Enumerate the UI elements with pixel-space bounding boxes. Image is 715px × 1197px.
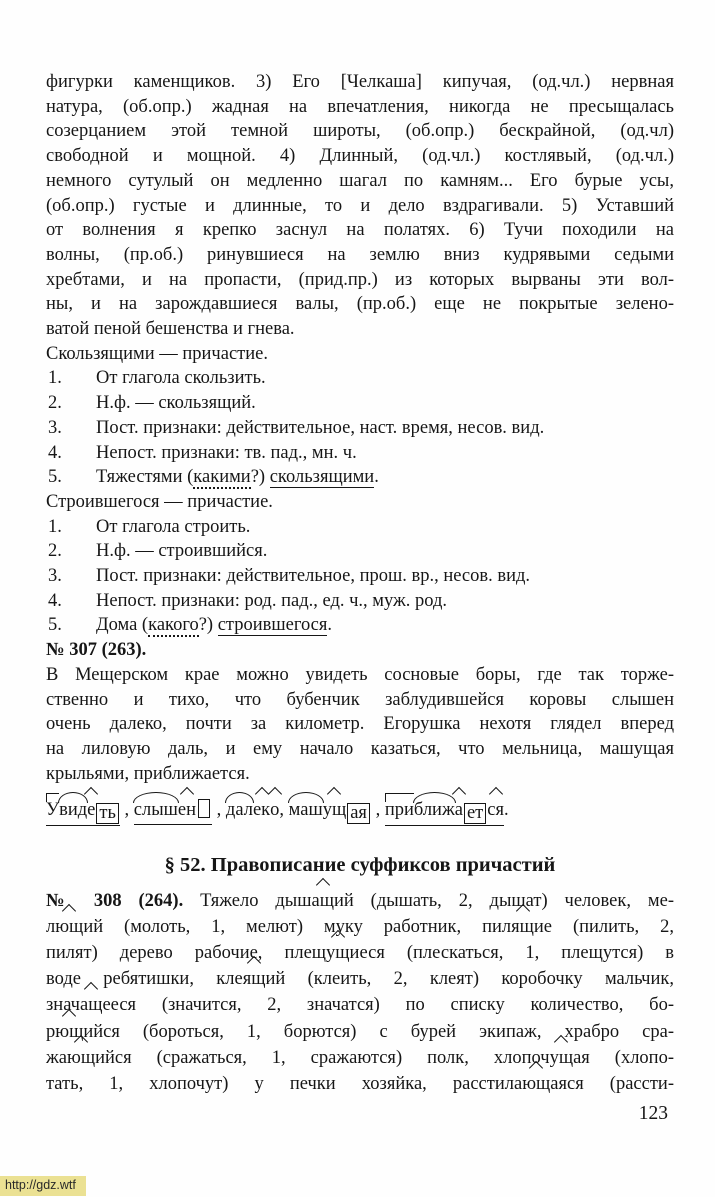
text-line: ны, и на зарождавшиеся валы, (пр.об.) еще не покрытые зелено- xyxy=(46,294,674,315)
text-line: волны, (пр.об.) ринувшиеся на землю вниз кудрявыми седыми xyxy=(46,244,674,265)
suffix-caret-mark: ен xyxy=(178,798,196,823)
prefix-mark: У xyxy=(46,798,59,823)
text-line: на лиловую даль, и ему начало казаться, что мельница, машущая xyxy=(46,738,674,759)
list-item xyxy=(46,589,674,614)
text-block xyxy=(46,70,674,1127)
page-number: 123 xyxy=(638,1102,668,1124)
text-line: свободной и мощной. 4) Длинный, (од.чл.) костлявый, (од.чл.) xyxy=(46,146,674,167)
exercise-308-text xyxy=(46,888,674,1097)
list-item-text: Тяжестями (какими?) скользящими. xyxy=(96,467,379,488)
text-line: фигурки каменщиков. 3) Его [Челкаша] кипучая, (од.чл.) нервная xyxy=(46,72,674,92)
list-item-text: От глагола скользить. xyxy=(96,368,266,389)
list-item-number: 2. xyxy=(48,541,62,562)
list-item-number: 3. xyxy=(48,566,62,587)
list-item xyxy=(46,465,674,490)
ending-box-mark: ть xyxy=(96,803,119,824)
text-line: (об.опр.) густые и длинные, то и дело вздрагивали. 5) Уставший xyxy=(46,195,674,216)
text-line: крыльями, приближается. xyxy=(46,763,250,784)
morph-word xyxy=(289,798,371,824)
analysis-stroivshegosya xyxy=(46,490,674,638)
text-line: пилят) дерево рабочие, плещущиеся (плескаться, 1, плещутся) в xyxy=(46,940,674,966)
text-line: В Мещерском крае можно увидеть сосновые боры, где так торже- xyxy=(46,664,674,685)
list-item-number: 1. xyxy=(48,368,62,389)
analysis-heading: Строившегося — причастие. xyxy=(46,491,273,512)
exercise-text xyxy=(46,663,674,787)
morph-word xyxy=(46,798,120,826)
list-item-number: 4. xyxy=(48,442,62,463)
list-item-number: 2. xyxy=(48,393,62,414)
text-line: воде ребятишки, клеящий (клеить, 2, клеят) коробочку мальчик, xyxy=(46,966,674,992)
text-line: натура, (об.опр.) жадная на впечатления, никогда не пресыщалась xyxy=(46,96,674,117)
text-line: ватой пеной бешенства и гнева. xyxy=(46,319,295,340)
list-item xyxy=(46,613,674,638)
list-item-text: Дома (какого?) строившегося. xyxy=(96,615,333,636)
text-line: рющийся (бороться, 1, борются) с бурей экипаж, храбро сра- xyxy=(46,1019,674,1045)
suffix-caret-mark: ся xyxy=(487,798,504,823)
analysis-items xyxy=(46,366,674,490)
watermark-label: http://gdz.wtf xyxy=(0,1176,86,1196)
suffix-caret-mark: а xyxy=(455,798,463,823)
text-line: жающийся (сражаться, 1, сражаются) полк, хлопочущая (хлопо- xyxy=(46,1045,674,1071)
list-item xyxy=(46,416,674,441)
text-line: немного сутулый он медленно шагал по камням... Его бурые усы, xyxy=(46,170,674,191)
list-item-number: 3. xyxy=(48,417,62,438)
text-line: значащееся (значится, 2, значатся) по списку количество, бо- xyxy=(46,992,674,1018)
text-line: № 308 (264). Тяжело дышащий (дышать, 2, дышат) человек, ме- xyxy=(46,888,674,914)
morph-word xyxy=(385,798,504,826)
text-line: созерцанием этой темной широты, (об.опр.) бескрайной, (од.чл) xyxy=(46,121,674,142)
list-item-text: Пост. признаки: действительное, наст. время, несов. вид. xyxy=(96,417,545,438)
morphemic-analysis-line: Увиде ть , слышен , далеко, машущ ая , приближа ет ся. xyxy=(46,792,674,832)
text-line: очень далеко, почти за километр. Егорушка нехотя глядел вперед xyxy=(46,714,674,735)
root-arc-mark: маш xyxy=(289,798,323,823)
root-arc-mark: вид xyxy=(59,798,87,823)
list-item xyxy=(46,539,674,564)
suffix-caret-mark: ущ xyxy=(323,798,347,823)
analysis-items xyxy=(46,515,674,639)
text-line: лющий (молоть, 1, мелют) муку работник, пилящие (пилить, 2, xyxy=(46,914,674,940)
list-item-text: Пост. признаки: действительное, прош. вр., несов. вид. xyxy=(96,566,531,587)
paragraph-continuation xyxy=(46,70,674,342)
list-item-text: От глагола строить. xyxy=(96,516,251,537)
root-arc-mark: ближ xyxy=(414,798,455,823)
list-item xyxy=(46,515,674,540)
list-item-text: Н.ф. — скользящий. xyxy=(96,393,256,414)
list-item-number: 5. xyxy=(48,615,62,636)
root-arc-mark: слыш xyxy=(134,798,178,823)
text-line: ственно и тихо, что бубенчик заблудившейся коровы слышен xyxy=(46,689,674,710)
text-line: хребтами, и на пропасти, (прид.пр.) из которых вырваны эти вол- xyxy=(46,269,674,290)
root-arc-mark: дал xyxy=(226,798,253,823)
list-item-text: Непост. признаки: тв. пад., мн. ч. xyxy=(96,442,357,463)
morph-word xyxy=(134,798,212,825)
list-item xyxy=(46,366,674,391)
list-item-text: Н.ф. — строившийся. xyxy=(96,541,268,562)
suffix-caret-mark: о xyxy=(270,798,279,823)
morph-word xyxy=(226,798,279,823)
list-item xyxy=(46,441,674,466)
prefix-mark: при xyxy=(385,798,414,823)
list-item xyxy=(46,564,674,589)
list-item-number: 5. xyxy=(48,467,62,488)
suffix-caret-mark: ек xyxy=(253,798,270,823)
list-item-number: 4. xyxy=(48,590,62,611)
exercise-307 xyxy=(46,638,674,786)
section-header: § 52. Правописание суффиксов причастий xyxy=(164,854,556,877)
ending-box-mark xyxy=(198,799,210,818)
list-item-number: 1. xyxy=(48,516,62,537)
list-item-text: Непост. признаки: род. пад., ед. ч., муж. род. xyxy=(96,590,448,611)
suffix-caret-mark: е xyxy=(87,798,95,823)
list-item xyxy=(46,391,674,416)
analysis-heading: Скользящими — причастие. xyxy=(46,343,268,364)
ending-box-mark: ая xyxy=(347,803,370,824)
text-line: от волнения я крепко заснул на полатях. 6) Тучи походили на xyxy=(46,220,674,241)
text-line: тать, 1, хлопочут) у печки хозяйка, расстилающаяся (рассти- xyxy=(46,1071,674,1097)
analysis-skolzyashchimi xyxy=(46,342,674,490)
exercise-number: № 307 (263). xyxy=(46,640,147,661)
ending-box-mark: ет xyxy=(464,803,486,824)
